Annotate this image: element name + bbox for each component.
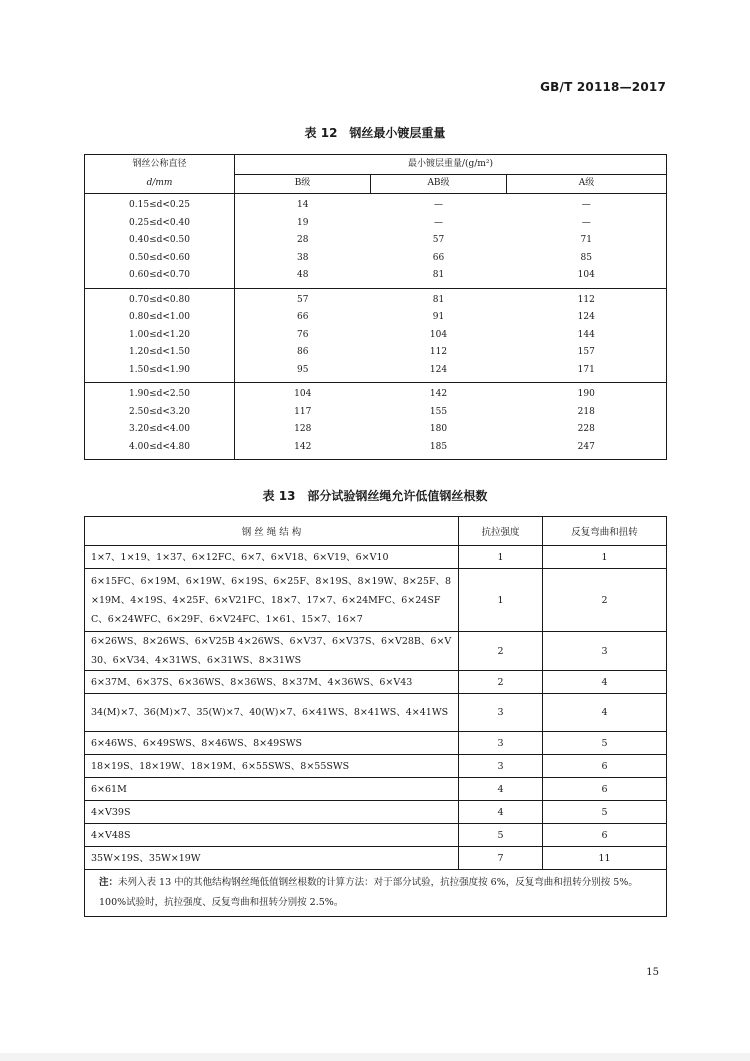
rope-structure-cell: 6×46WS、6×49SWS、8×46WS、8×49SWS [85, 732, 459, 755]
table-row [85, 421, 667, 439]
table-row [85, 404, 667, 422]
coating-weight-cell: 128 [294, 424, 312, 434]
coating-weight-cell: 124 [577, 312, 595, 322]
rope-structure-cell: 18×19S、18×19W、18×19M、6×55SWS、8×55SWS [85, 755, 459, 778]
diameter-range-cell: 3.20≤d<4.00 [85, 421, 235, 439]
tensile-strength-cell: 2 [459, 632, 543, 671]
coating-weight-cell: 104 [429, 329, 448, 340]
coating-weight-cell: 157 [577, 347, 595, 357]
diameter-header-unit: d/mm [146, 178, 173, 188]
table-row [85, 288, 667, 309]
diameter-range-cell: 1.50≤d<1.90 [85, 362, 235, 383]
grade-a-header: A级 [507, 175, 667, 194]
diameter-range-cell: 4.00≤d<4.80 [85, 439, 235, 460]
coating-weight-cell: 142 [294, 441, 312, 452]
coating-weight-cell: — [581, 217, 591, 228]
coating-weight-cell: 81 [371, 288, 507, 309]
bend-torsion-cell: 2 [543, 569, 667, 632]
table-row [85, 267, 667, 288]
coating-weight-cell: 247 [577, 441, 595, 452]
diameter-range-cell: 1.00≤d<1.20 [85, 327, 235, 345]
page-number: 15 [646, 967, 659, 978]
coating-weight-cell: 104 [235, 383, 371, 404]
coating-weight-header: 最小镀层重量/(g/m²) [235, 155, 667, 175]
rope-structure-cell: 35W×19S、35W×19W [85, 847, 459, 870]
tensile-strength-cell: 1 [459, 569, 543, 632]
coating-weight-cell: 104 [577, 270, 595, 280]
table-13-title: 表 13 部分试验钢丝绳允许低值钢丝根数 [262, 489, 488, 503]
coating-weight-cell: 38 [297, 252, 309, 263]
diameter-header [85, 155, 235, 194]
table-row [85, 569, 667, 632]
tensile-strength-cell: 4 [459, 778, 543, 801]
tensile-strength-cell: 4 [459, 801, 543, 824]
tensile-strength-cell: 1 [459, 546, 543, 569]
diameter-range-cell: 0.50≤d<0.60 [85, 250, 235, 268]
bend-torsion-header: 反复弯曲和扭转 [543, 517, 667, 546]
coating-weight-cell: 112 [507, 288, 667, 309]
rope-structure-cell: 4×V48S [85, 824, 459, 847]
tensile-strength-cell: 3 [459, 755, 543, 778]
coating-weight-cell: 71 [580, 235, 592, 245]
coating-weight-cell: 91 [432, 312, 445, 322]
coating-weight-cell: 86 [297, 347, 309, 357]
coating-weight-cell: 19 [297, 217, 309, 228]
bend-torsion-cell: 6 [543, 755, 667, 778]
tensile-strength-cell: 3 [459, 732, 543, 755]
rope-structure-cell: 6×61M [85, 778, 459, 801]
table-row [85, 847, 667, 870]
tensile-strength-cell: 3 [459, 694, 543, 732]
rope-structure-cell: 1×7、1×19、1×37、6×12FC、6×7、6×V18、6×V19、6×V10 [85, 546, 459, 569]
coating-weight-cell: 190 [507, 383, 667, 404]
rope-structure-cell: 6×15FC、6×19M、6×19W、6×19S、6×25F、8×19S、8×19W、8×25F、8×19M、4×19S、4×25F、6×V21FC、18×7、17×7、6×24MFC、6×24SFC、6×24WFC、6×29F、6×V24FC、1×61、15×7、16×7 [85, 569, 459, 632]
table-row [85, 824, 667, 847]
table-note-row [85, 870, 667, 917]
coating-weight-cell: 155 [429, 406, 448, 417]
table-row [85, 344, 667, 362]
scan-edge [0, 1053, 750, 1061]
table-row [85, 801, 667, 824]
coating-weight-cell: 171 [577, 364, 595, 375]
note-label: 注： [99, 877, 119, 888]
table-row [85, 309, 667, 327]
rope-structure-header: 钢 丝 绳 结 构 [85, 517, 459, 546]
table-row [85, 778, 667, 801]
diameter-range-cell: 0.60≤d<0.70 [85, 267, 235, 288]
bend-torsion-cell: 4 [543, 671, 667, 694]
table-row [85, 194, 667, 215]
coating-weight-cell: 144 [577, 329, 595, 340]
table-row [85, 694, 667, 732]
rope-structure-cell: 6×37M、6×37S、6×36WS、8×36WS、8×37M、4×36WS、6×V43 [85, 671, 459, 694]
bend-torsion-cell: 4 [543, 694, 667, 732]
table-row [85, 671, 667, 694]
tensile-strength-cell: 7 [459, 847, 543, 870]
grade-b-header: B级 [235, 175, 371, 194]
standard-code: GB/T 20118—2017 [540, 80, 666, 94]
note-text: 未列入表 13 中的其他结构钢丝绳低值钢丝根数的计算方法：对于部分试验，抗拉强度按 6%，反复弯曲和扭转分别按 5%。100%试验时，抗拉强度、反复弯曲和扭转分别按 2.5%。 [99, 877, 638, 908]
coating-weight-cell: 66 [432, 252, 445, 263]
table-row [85, 732, 667, 755]
table-12-title: 表 12 钢丝最小镀层重量 [304, 126, 446, 140]
bend-torsion-cell: 6 [543, 778, 667, 801]
table-row [85, 439, 667, 460]
low-value-wire-table [84, 516, 667, 917]
bend-torsion-cell: 5 [543, 732, 667, 755]
table-row [85, 232, 667, 250]
coating-weight-cell: — [434, 200, 443, 210]
coating-weight-cell: 85 [580, 252, 592, 263]
grade-ab-header: AB级 [371, 175, 507, 194]
coating-weight-cell: 57 [235, 288, 371, 309]
rope-structure-cell: 34(M)×7、36(M)×7、35(W)×7、40(W)×7、6×41WS、8×41WS、4×41WS [85, 694, 459, 732]
diameter-range-cell: 0.40≤d<0.50 [85, 232, 235, 250]
table-note [85, 870, 667, 917]
coating-weight-cell: 57 [432, 235, 445, 245]
rope-structure-cell: 6×26WS、8×26WS、6×V25B 4×26WS、6×V37、6×V37S、6×V28B、6×V30、6×V34、4×31WS、6×31WS、8×31WS [85, 632, 459, 671]
diameter-range-cell: 0.80≤d<1.00 [85, 309, 235, 327]
diameter-range-cell: 1.20≤d<1.50 [85, 344, 235, 362]
coating-weight-table [84, 154, 667, 460]
table-row [85, 755, 667, 778]
diameter-header-label: 钢丝公称直径 [132, 159, 187, 169]
table-row [85, 327, 667, 345]
rope-structure-cell: 4×V39S [85, 801, 459, 824]
table-row [85, 250, 667, 268]
coating-weight-cell: 218 [577, 406, 595, 417]
bend-torsion-cell: 11 [543, 847, 667, 870]
bend-torsion-cell: 3 [543, 632, 667, 671]
table-row [85, 383, 667, 404]
coating-weight-cell: 228 [577, 424, 595, 434]
table-row [85, 362, 667, 383]
diameter-range-cell: 1.90≤d<2.50 [85, 383, 235, 404]
diameter-range-cell: 2.50≤d<3.20 [85, 404, 235, 422]
coating-weight-cell: 185 [429, 441, 448, 452]
coating-weight-cell: 180 [429, 424, 448, 434]
coating-weight-cell: — [434, 217, 443, 228]
coating-weight-cell: 112 [429, 347, 448, 357]
tensile-strength-header: 抗拉强度 [459, 517, 543, 546]
coating-weight-cell: 28 [297, 235, 309, 245]
coating-weight-cell: 142 [371, 383, 507, 404]
coating-weight-cell: 66 [297, 312, 309, 322]
coating-weight-cell: 117 [294, 406, 312, 417]
coating-weight-cell: 81 [432, 270, 445, 280]
diameter-range-cell: 0.25≤d<0.40 [85, 215, 235, 233]
tensile-strength-cell: 2 [459, 671, 543, 694]
tensile-strength-cell: 5 [459, 824, 543, 847]
coating-weight-cell: 48 [297, 270, 309, 280]
table-row [85, 632, 667, 671]
bend-torsion-cell: 6 [543, 824, 667, 847]
coating-weight-cell: 124 [429, 364, 448, 375]
table-row [85, 215, 667, 233]
table-row [85, 546, 667, 569]
bend-torsion-cell: 5 [543, 801, 667, 824]
diameter-range-cell: 0.70≤d<0.80 [85, 288, 235, 309]
coating-weight-cell: 14 [297, 200, 309, 210]
diameter-range-cell: 0.15≤d<0.25 [85, 194, 235, 215]
coating-weight-cell: — [581, 200, 591, 210]
bend-torsion-cell: 1 [543, 546, 667, 569]
coating-weight-cell: 76 [297, 329, 309, 340]
coating-weight-cell: 95 [297, 364, 309, 375]
